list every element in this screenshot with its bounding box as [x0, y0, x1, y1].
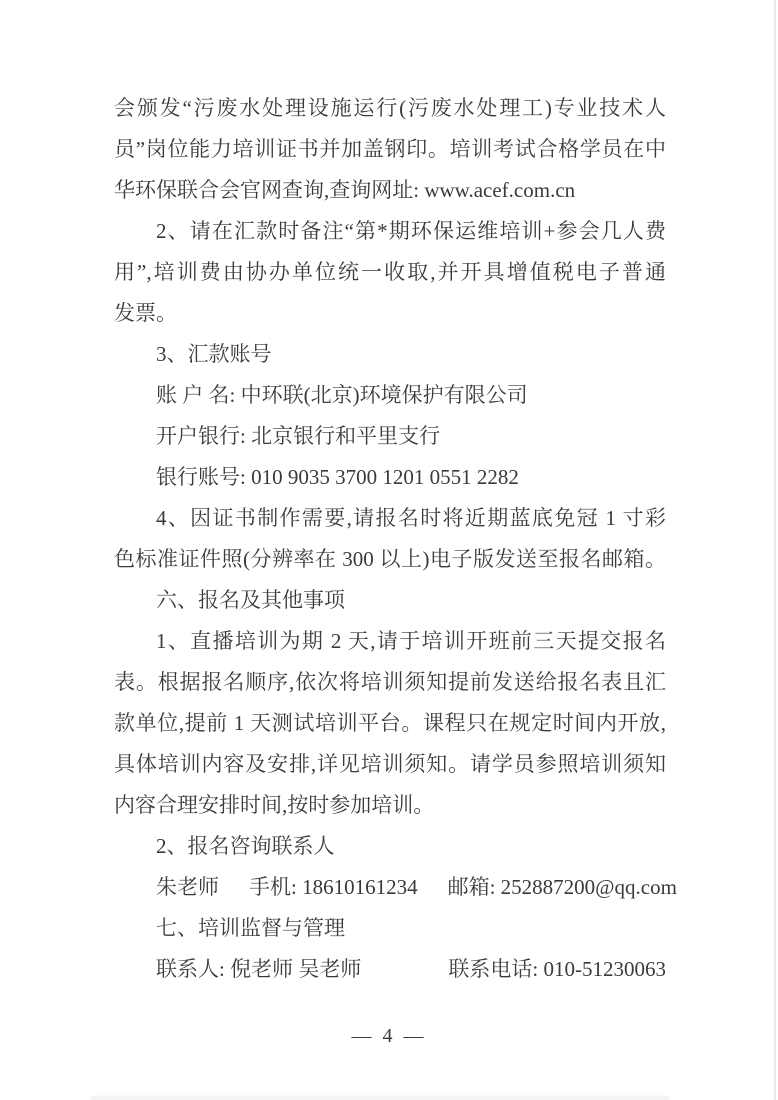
- line-training-schedule-5: 内容合理安排时间,按时参加培训。: [114, 793, 435, 817]
- line-bank-name: 开户银行: 北京银行和平里支行: [156, 424, 441, 448]
- heading-supervision-section: 七、培训监督与管理: [156, 916, 345, 940]
- line-remittance-note-3: 发票。: [114, 301, 177, 325]
- line-training-schedule-3: 款单位,提前 1 天测试培训平台。课程只在规定时间内开放,: [114, 711, 666, 735]
- line-registration-contact-info: [114, 867, 677, 908]
- line-training-schedule-2: 表。根据报名顺序,依次将培训须知提前发送给报名表且汇: [114, 670, 666, 694]
- heading-registration-contact: 2、报名咨询联系人: [156, 834, 335, 858]
- document-body: [114, 88, 677, 990]
- line-certificate-1: 会颁发“污废水处理设施运行(污废水处理工)专业技术人: [114, 96, 666, 120]
- line-photo-requirement-1: 4、因证书制作需要,请报名时将近期蓝底免冠 1 寸彩: [156, 506, 666, 530]
- line-account-name: 账 户 名: 中环联(北京)环境保护有限公司: [156, 383, 528, 407]
- heading-remit-account: 3、汇款账号: [156, 342, 272, 366]
- line-training-schedule-1: 1、直播培训为期 2 天,请于培训开班前三天提交报名: [156, 629, 666, 653]
- supervision-contact-phone: 联系电话: 010-51230063: [448, 957, 666, 981]
- line-remittance-note-1: 2、请在汇款时备注“第*期环保运维培训+参会几人费: [156, 219, 666, 243]
- contact-email: 邮箱: 252887200@qq.com: [447, 875, 677, 899]
- scan-edge-artifact-bottom: [90, 1096, 670, 1100]
- page-number-footer: — 4 —: [351, 1025, 427, 1047]
- heading-registration-section: 六、报名及其他事项: [156, 588, 345, 612]
- line-remittance-note-2: 用”,培训费由协办单位统一收取,并开具增值税电子普通: [114, 260, 666, 284]
- line-supervision-contact-info: [114, 949, 666, 990]
- line-photo-requirement-2: 色标准证件照(分辨率在 300 以上)电子版发送至报名邮箱。: [114, 547, 666, 571]
- contact-phone: 手机: 18610161234: [249, 875, 418, 899]
- supervision-contact-names: 联系人: 倪老师 吴老师: [156, 957, 362, 981]
- line-training-schedule-4: 具体培训内容及安排,详见培训须知。请学员参照培训须知: [114, 752, 666, 776]
- line-certificate-url: 华环保联合会官网查询,查询网址: www.acef.com.cn: [114, 178, 576, 202]
- contact-person-name: 朱老师: [156, 875, 219, 899]
- line-certificate-2: 员”岗位能力培训证书并加盖钢印。培训考试合格学员在中: [114, 137, 666, 161]
- scan-edge-artifact-right: [774, 0, 776, 1100]
- line-bank-account-number: 银行账号: 010 9035 3700 1201 0551 2282: [156, 465, 519, 489]
